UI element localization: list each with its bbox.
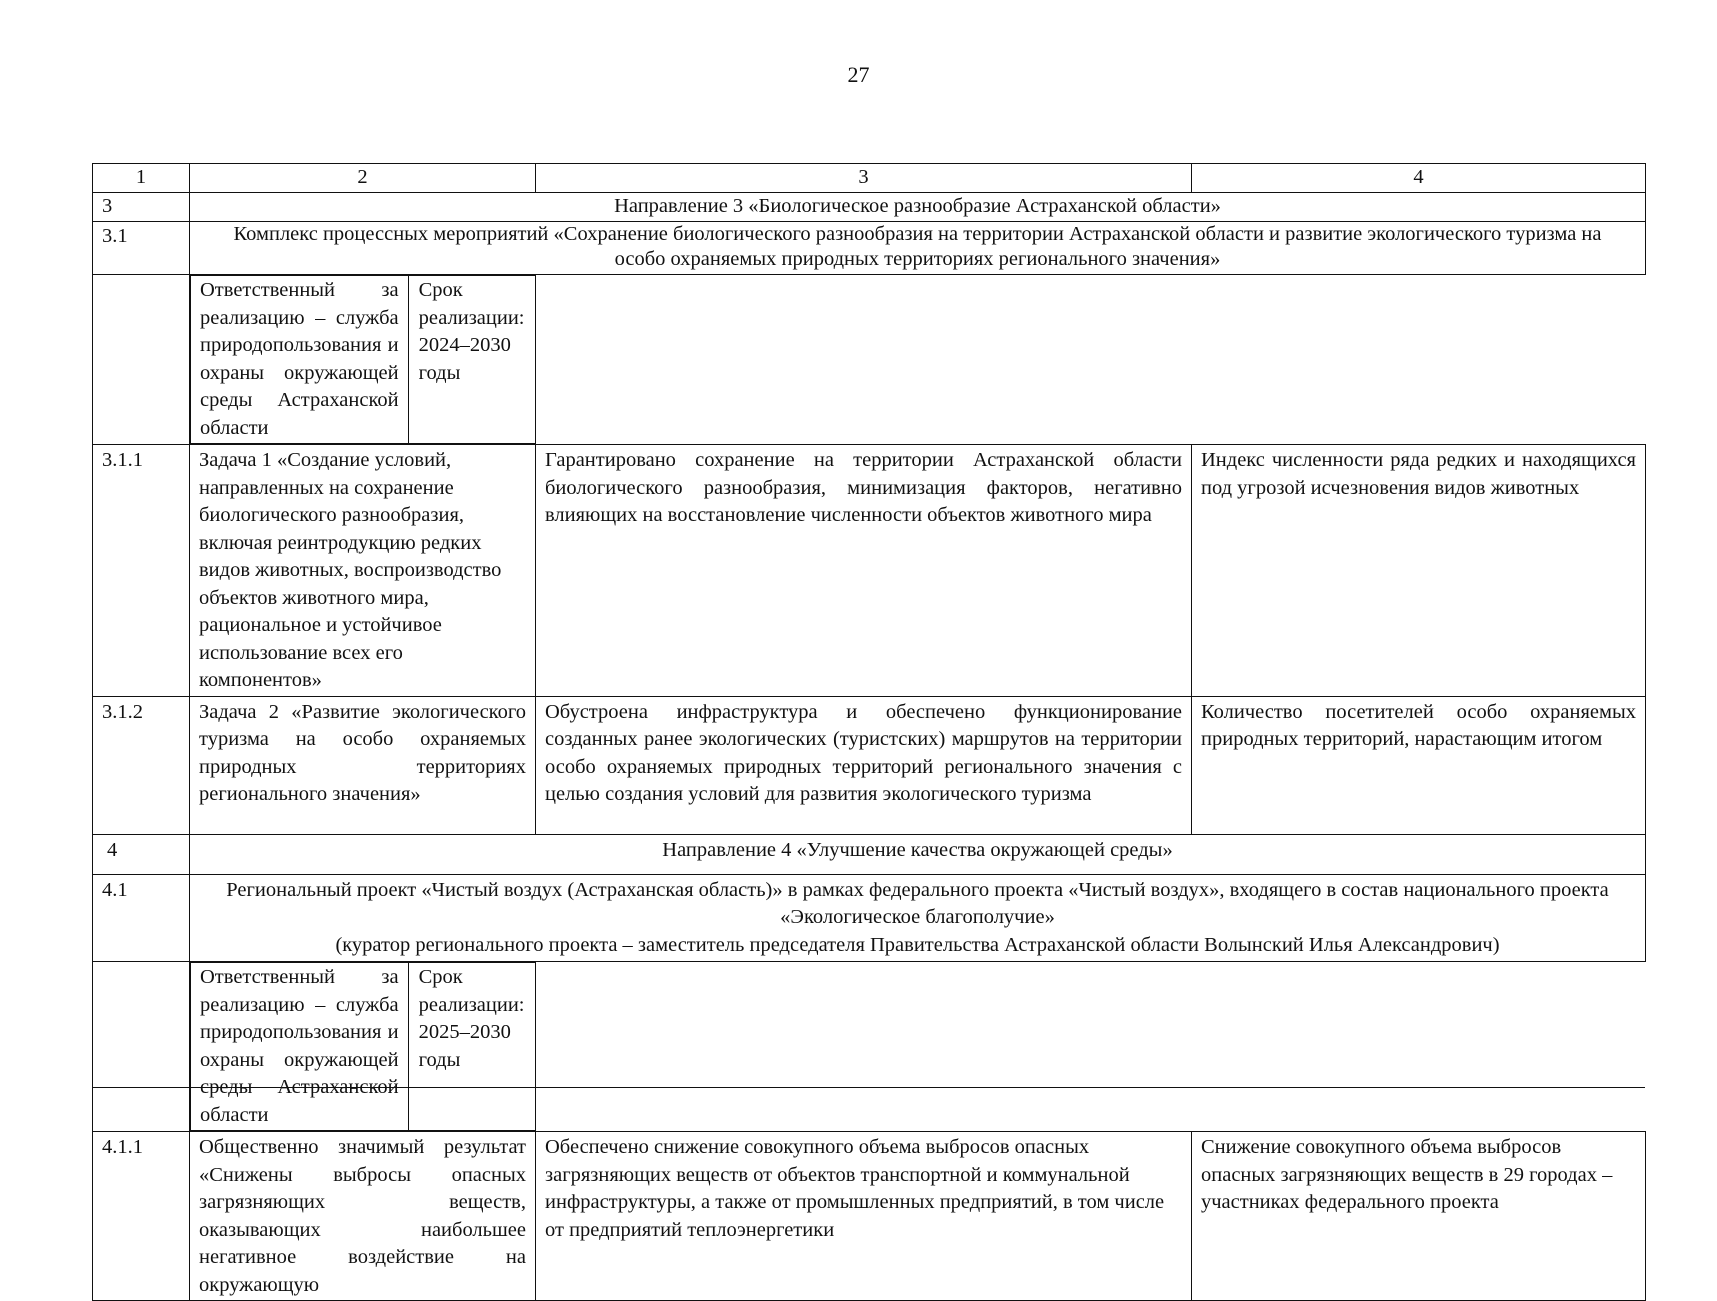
- column-number-3: 3: [536, 164, 1192, 193]
- program-table: [92, 163, 1646, 1301]
- result-text: Гарантировано сохранение на территории Астраханской области биологического разнообразия, минимизация факторов, негативно влияющих на восстановление численности объектов животного мира: [536, 445, 1192, 697]
- column-number-1: 1: [93, 164, 190, 193]
- direction-title: Направление 4 «Улучшение качества окружающей среды»: [190, 834, 1646, 874]
- responsible-text: Ответственный за реализацию – служба природопользования и охраны окружающей среды Астраханской области: [191, 963, 409, 1130]
- project-cell: [190, 874, 1646, 962]
- column-number-2: 2: [190, 164, 536, 193]
- column-number-row: [93, 164, 1646, 193]
- term-text: Срок реализации: 2024–2030 годы: [418, 279, 525, 384]
- responsible-cell: [190, 962, 536, 1131]
- direction-row: [93, 834, 1646, 874]
- row-number: 4: [93, 834, 190, 874]
- result-text: Обустроена инфраструктура и обеспечено функционирование созданных ранее экологических (туристских) маршрутов на территории особо охраняемых природных территорий регионального значения с целью создания условий для развития экологического туризма: [536, 696, 1192, 834]
- page-number: 27: [847, 62, 870, 87]
- indicator-text: Индекс численности ряда редких и находящихся под угрозой исчезновения видов животных: [1192, 445, 1646, 697]
- indicator-text: Количество посетителей особо охраняемых природных территорий, нарастающим итогом: [1192, 696, 1646, 834]
- responsible-row: [93, 275, 1646, 445]
- row-number: 3.1.1: [93, 445, 190, 697]
- row-number: 4.1: [93, 874, 190, 962]
- empty-cell: [93, 275, 190, 445]
- project-title: Региональный проект «Чистый воздух (Астраханская область)» в рамках федерального проекта «Чистый воздух», входящего в состав национального проекта «Экологическое благополучие»: [226, 878, 1609, 928]
- task-text: Задача 2 «Развитие экологического туризма на особо охраняемых природных территориях регионального значения»: [190, 696, 536, 834]
- complex-title: Комплекс процессных мероприятий «Сохранение биологического разнообразия на территории Астраханской области и развитие экологического туризма на особо охраняемых природных территориях регионального значения»: [190, 222, 1646, 275]
- result-text: Обеспечено снижение совокупного объема выбросов опасных загрязняющих веществ от объектов транспортной и коммунальной инфраструктуры, а также от промышленных предприятий, в том числе от предприятий теплоэнергетики: [536, 1132, 1192, 1301]
- column-number-4: 4: [1192, 164, 1646, 193]
- task-row: [93, 696, 1646, 834]
- task-text: Общественно значимый результат «Снижены выбросы опасных загрязняющих веществ, оказывающих наибольшее негативное воздействие на окружающую: [190, 1132, 536, 1301]
- responsible-cell: [190, 275, 536, 444]
- row-number: 3.1: [93, 222, 190, 275]
- term-text: Срок реализации: 2025–2030 годы: [418, 966, 525, 1071]
- direction-row: [93, 193, 1646, 222]
- row-number: 3.1.2: [93, 696, 190, 834]
- direction-title: Направление 3 «Биологическое разнообразие Астраханской области»: [190, 193, 1646, 222]
- row-number: 4.1.1: [93, 1132, 190, 1301]
- row-number: 3: [93, 193, 190, 222]
- task-text: Задача 1 «Создание условий, направленных на сохранение биологического разнообразия, включая реинтродукцию редких видов животных, воспроизводство объектов животного мира, рациональное и устойчивое использование всех его компонентов»: [190, 445, 536, 697]
- table-bottom-rule: [92, 1087, 1645, 1088]
- indicator-text: Снижение совокупного объема выбросов опасных загрязняющих веществ в 29 городах – участниках федерального проекта: [1192, 1132, 1646, 1301]
- responsible-text: Ответственный за реализацию – служба природопользования и охраны окружающей среды Астраханской области: [191, 276, 409, 443]
- complex-row: [93, 222, 1646, 275]
- task-row: [93, 1132, 1646, 1301]
- empty-cell: [93, 962, 190, 1132]
- project-curator: (куратор регионального проекта – заместитель председателя Правительства Астраханской области Волынский Илья Александрович): [335, 933, 1500, 956]
- responsible-row: [93, 962, 1646, 1132]
- task-row: [93, 445, 1646, 697]
- project-row: [93, 874, 1646, 962]
